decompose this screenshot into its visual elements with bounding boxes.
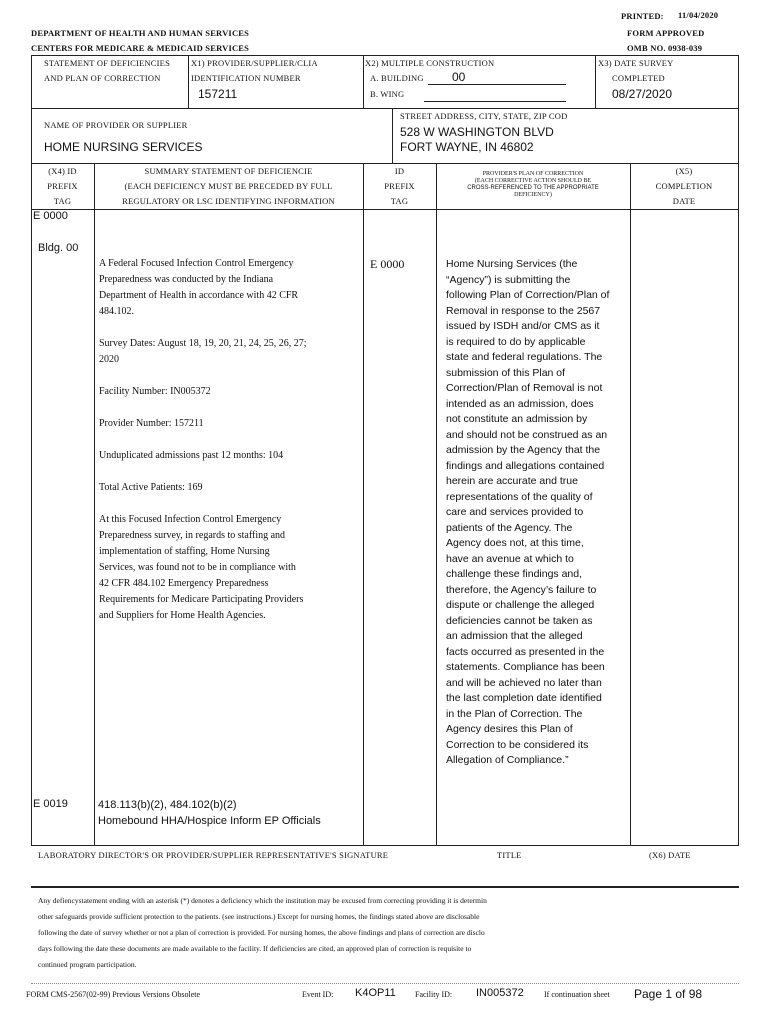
- building-value: 00: [452, 70, 466, 84]
- wing-underline: [424, 101, 566, 102]
- plan-of-correction-text: Home Nursing Services (the “Agency”) is submitting the following Plan of Correction/Plan of Removal in response to the 2567 issued by ISDH and/or CMS as it is required to do by applicable state and federal regulations. The submission of this Plan of Correction/Plan of Removal is not intended as an admission, does not constitute an admission by and should not be construed as an admission by the Agency that the findings and allegations contained herein are accurate and true representations of the quality of care and services provided to patients of the Agency. The Agency does not, at this time, have an avenue at which to challenge these findings and, therefore, the Agency’s failure to dispute or challenge the alleged deficiencies cannot be taken as an admission that the alleged facts occurred as presented in the statements. Compliance has been and will be achieved no later than the last completion date identified in the Plan of Correction. The Agency desires this Plan of Correction to be considered its Allegation of Compliance.”: [446, 258, 610, 766]
- x4-header: (X4) ID: [48, 166, 77, 176]
- printed-label: PRINTED:: [621, 11, 664, 21]
- id-header: ID: [394, 166, 405, 176]
- plan-header-3: CROSS-REFERENCED TO THE APPROPRIATE: [467, 185, 599, 191]
- summary-text: A Federal Focused Infection Control Emergency Preparedness was conducted by the Indiana Department of Health in accordance with 42 CFR 484.102. Survey Dates: August 18, 19, 20, 21, 24, 25, 26, 27; 2020 Facility Number: IN005372 Provider Number: 157211 Unduplicated admissions past 12 months: 104 Total Active Patients: 169 At this Focused Infection Control Emergency Preparedness survey, in regards to staffing and implementation of staffing, Home Nursing Services, was found not to be in compliance with 42 CFR 484.102 Emergency Preparedness Requirements for Medicare Participating Providers and Suppliers for Home Health Agencies.: [99, 258, 307, 621]
- footnote-line-4: days following the date these documents are made available to the facility. If deficiencies are cited, an approved plan of correction is requisite to: [38, 944, 472, 953]
- regulation-reference: 418.113(b)(2), 484.102(b)(2): [98, 799, 237, 811]
- plan-header-1: PROVIDER'S PLAN OF CORRECTION: [482, 171, 584, 177]
- top-divider-3: [595, 55, 596, 108]
- regulation-title: Homebound HHA/Hospice Inform EP Officials: [98, 815, 321, 827]
- building-underline: [428, 84, 566, 85]
- provider-name-value: HOME NURSING SERVICES: [44, 140, 203, 154]
- event-id-value: K4OP11: [355, 987, 396, 999]
- tag-e0000: E 0000: [33, 210, 68, 222]
- centers-line: CENTERS FOR MEDICARE & MEDICAID SERVICES: [31, 43, 250, 53]
- director-signature-label: LABORATORY DIRECTOR'S OR PROVIDER/SUPPLIER REPRESENTATIVE'S SIGNATURE: [38, 850, 389, 860]
- tag-e0019: E 0019: [33, 798, 68, 810]
- survey-date-value: 08/27/2020: [612, 87, 673, 101]
- col-divider-1: [94, 163, 95, 845]
- x3-label: X3) DATE SURVEY: [598, 58, 674, 68]
- right-border: [738, 55, 739, 845]
- building-label: A. BUILDING: [370, 73, 424, 83]
- address-divider: [392, 108, 393, 163]
- building-tag: Bldg. 00: [38, 242, 79, 254]
- x2-label: X2) MULTIPLE CONSTRUCTION: [365, 58, 495, 68]
- summary-header: SUMMARY STATEMENT OF DEFICIENCIE: [144, 166, 313, 176]
- summary-header-3: REGULATORY OR LSC IDENTIFYING INFORMATION: [122, 196, 335, 206]
- footer-divider: [31, 983, 739, 984]
- provider-name-label: NAME OF PROVIDER OR SUPPLIER: [44, 120, 188, 130]
- x6-date-label: (X6) DATE: [649, 850, 691, 860]
- col-divider-3: [436, 163, 437, 845]
- wing-label: B. WING: [370, 89, 405, 99]
- footnote-line-3: following the date of survey whether or not a plan of correction is provided. For nursing homes, the above findings and plans of correction are disclo: [38, 928, 485, 937]
- provider-id-value: 157211: [198, 87, 238, 101]
- footnote-line-1: Any defiencystatement ending with an asterisk (*) denotes a deficiency which the institution may be excused from correcting providing it is determin: [38, 896, 487, 905]
- column-header-bottom: [31, 209, 739, 210]
- title-label: TITLE: [497, 850, 522, 860]
- plan-header-4: DEFICIENCY): [514, 192, 552, 198]
- x5-header: (X5): [675, 166, 693, 176]
- x5-header-3: DATE: [672, 196, 696, 206]
- signature-bottom: [31, 886, 739, 888]
- top-table-border: [31, 55, 739, 56]
- id-header-3: TAG: [390, 196, 409, 206]
- facility-id-value: IN005372: [476, 987, 524, 999]
- facility-id-label: Facility ID:: [415, 990, 453, 999]
- form-approved: FORM APPROVED: [627, 28, 705, 38]
- col-divider-2: [363, 163, 364, 845]
- x3-label-2: COMPLETED: [612, 73, 665, 83]
- column-header-top: [31, 163, 739, 164]
- x1-label-2: IDENTIFICATION NUMBER: [191, 73, 301, 83]
- plan-header-2: (EACH CORRECTIVE ACTION SHOULD BE: [474, 178, 592, 184]
- form-number: FORM CMS-2567(02-99) Previous Versions Obsolete: [26, 990, 201, 999]
- plan-header: [436, 171, 630, 199]
- department-line: DEPARTMENT OF HEALTH AND HUMAN SERVICES: [31, 28, 250, 38]
- signature-top: [31, 845, 739, 846]
- x5-header-2: COMPLETION: [655, 181, 713, 191]
- top-divider-1: [188, 55, 189, 108]
- summary-header-2: (EACH DEFICIENCY MUST BE PRECEDED BY FULL: [124, 181, 333, 191]
- top-divider-2: [363, 55, 364, 108]
- omb-number: OMB NO. 0938-039: [627, 43, 703, 53]
- address-line-1: 528 W WASHINGTON BLVD: [400, 125, 554, 139]
- event-id-label: Event ID:: [302, 990, 334, 999]
- footnote-line-5: continued program participation.: [38, 960, 137, 969]
- plan-tag-e0000: E 0000: [370, 257, 405, 271]
- footnote: [38, 893, 738, 973]
- x4-header-3: TAG: [53, 196, 72, 206]
- page-number: Page 1 of 98: [634, 987, 703, 1001]
- top-table-divider: [31, 108, 739, 109]
- address-label: STREET ADDRESS, CITY, STATE, ZIP COD: [400, 111, 568, 121]
- statement-label-2: AND PLAN OF CORRECTION: [44, 73, 161, 83]
- continuation-label: If continuation sheet: [544, 990, 610, 999]
- x1-label: X1) PROVIDER/SUPPLIER/CLIA: [191, 58, 318, 68]
- x4-header-2: PREFIX: [47, 181, 78, 191]
- col-divider-4: [630, 163, 631, 845]
- statement-label: STATEMENT OF DEFICIENCIES: [44, 58, 171, 68]
- printed-date: 11/04/2020: [678, 10, 719, 20]
- address-line-2: FORT WAYNE, IN 46802: [400, 140, 534, 154]
- id-header-2: PREFIX: [384, 181, 415, 191]
- footnote-line-2: other safeguards provide sufficient protection to the patients. (see instructions.) Except for nursing homes, the findings stated above are disclosable: [38, 912, 480, 921]
